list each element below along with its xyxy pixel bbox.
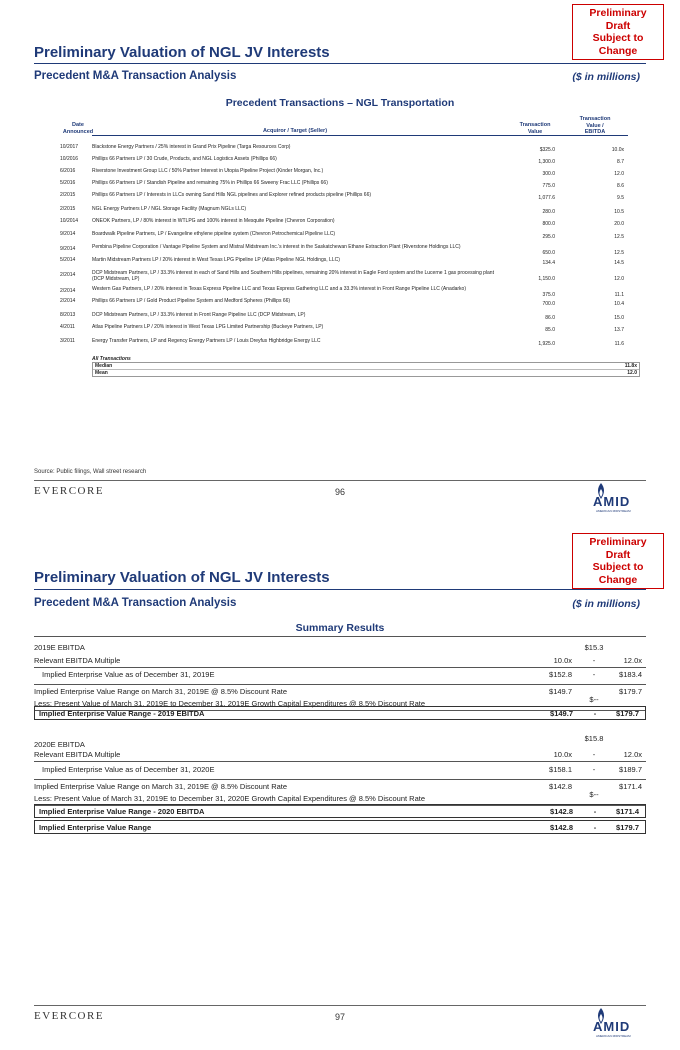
tx-date: 6/2016: [60, 168, 76, 174]
tx-party: DCP Midstream Partners, LP / 33.3% interest in Front Range Pipeline LLC (DCP Midstream, LP): [92, 312, 306, 318]
tx-party: Blackstone Energy Partners / 25% interest in Grand Prix Pipeline (Targa Resources Corp): [92, 144, 291, 150]
tx-multiple: 10.5: [614, 209, 624, 215]
header-date: Date Announced: [62, 122, 94, 135]
title-rule: [34, 589, 646, 590]
tx-value: 85.0: [545, 327, 555, 333]
footer-rule: [34, 1005, 646, 1006]
tx-party: Western Gas Partners, LP / 20% interest in Texas Express Pipeline LLC and Texas Express Gathering LLC and a 33.3% interest in Front Range Pipeline LLC (Anadarko): [92, 286, 466, 292]
tx-multiple: 11.1: [614, 292, 624, 298]
tx-date: 2/2014: [60, 272, 76, 278]
summary-stats: [92, 362, 640, 377]
tx-multiple: 20.0: [614, 221, 624, 227]
multiple-2019-row: Relevant EBITDA Multiple 10.0x - 12.0x: [34, 654, 646, 668]
transaction-row: [60, 218, 640, 232]
tx-party: Energy Transfer Partners, LP and Regency Energy Partners LP / Louis Dreyfus Highbridge Energy LLC: [92, 338, 321, 344]
transaction-row: [60, 324, 640, 338]
page-subtitle: Precedent M&A Transaction Analysis: [34, 597, 237, 609]
tx-party: Phillips 66 Partners LP / Interests in LLCs owning Sand Hills NGL pipelines and Explorer refined products pipeline (Phillips 66): [92, 192, 372, 198]
page-97: [0, 525, 680, 1050]
header-multiple: Transaction Value / EBITDA: [579, 116, 611, 135]
tx-date: 10/2017: [60, 144, 79, 150]
units-label: ($ in millions): [572, 598, 640, 610]
tx-multiple: 10.0x: [611, 147, 624, 153]
tx-value: 1,077.6: [538, 195, 555, 201]
tx-multiple: 14.5: [614, 260, 624, 266]
range-2019-row: Implied Enterprise Value Range on March 31, 2019E @ 8.5% Discount Rate $149.7 $179.7: [34, 687, 642, 696]
total-2019-row: Implied Enterprise Value Range - 2019 EBITDA $149.7 - $179.7: [34, 706, 646, 720]
tx-value: 800.0: [542, 221, 555, 227]
tx-date: 9/2014: [60, 231, 76, 237]
header-party: Acquiror / Target (Seller): [262, 128, 328, 134]
section-title: Precedent Transactions – NGL Transportation: [225, 97, 455, 109]
tx-date: 9/2014: [60, 246, 76, 252]
range-2020-row: Implied Enterprise Value Range on March 31, 2019E @ 8.5% Discount Rate $142.8 $171.4: [34, 782, 642, 791]
amid-text: AMID: [593, 494, 631, 509]
tx-party: Phillips 66 Partners LP / 30 Crude, Products, and NGL Logistics Assets (Phillips 66): [92, 156, 277, 162]
total-2020-row: Implied Enterprise Value Range - 2020 EBITDA $142.8 - $171.4: [34, 804, 646, 818]
header-value: Transaction Value: [519, 122, 551, 135]
tx-party: Atlas Pipeline Partners LP / 20% interest in West Texas LPG Limited Partnership (Buckeye Partners, LP): [92, 324, 324, 330]
amid-logo: [593, 1008, 653, 1038]
tx-multiple: 10.4: [614, 301, 624, 307]
page-title: Preliminary Valuation of NGL JV Interests: [34, 569, 330, 586]
tx-multiple: 12.5: [614, 250, 624, 256]
tx-party: Boardwalk Pipeline Partners, LP / Evangeline ethylene pipeline system (Chevron Petrochemical Pipeline LLC): [92, 231, 336, 237]
transaction-row: [60, 257, 640, 271]
tx-multiple: 12.5: [614, 234, 624, 240]
page-title: Preliminary Valuation of NGL JV Interests: [34, 44, 330, 61]
tx-date: 4/2011: [60, 324, 75, 330]
tx-date: 3/2011: [60, 338, 75, 344]
transaction-row: [60, 244, 640, 258]
less-2019-row: Less: Present Value of March 31, 2019E to December 31, 2019E Growth Capital Expenditures @ 8.5% Discount Rate $--: [34, 697, 646, 711]
amid-subtext: AMERICAN MIDSTREAM: [596, 509, 631, 513]
tx-party: Phillips 66 Partners LP / Standish Pipeline and remaining 75% in Phillips 66 Sweeny Frac LLC (Phillips 66): [92, 180, 328, 186]
tx-multiple: 9.5: [617, 195, 624, 201]
title-rule: [34, 63, 646, 64]
implied-2020-row: Implied Enterprise Value as of December 31, 2020E $158.1 - $189.7: [42, 765, 642, 774]
page-number: 96: [334, 487, 345, 497]
units-label: ($ in millions): [572, 71, 640, 83]
tx-party: Riverstone Investment Group LLC / 50% Partner Interest in Utopia Pipeline Project (Kinder Morgan, Inc.): [92, 168, 324, 174]
page-number: 97: [334, 1012, 345, 1022]
tx-party: NGL Energy Partners LP / NGL Storage Facility (Magnum NGLs LLC): [92, 206, 247, 212]
tx-date: 2/2015: [60, 206, 76, 212]
tx-multiple: 12.0: [614, 276, 624, 282]
page-subtitle: Precedent M&A Transaction Analysis: [34, 70, 237, 82]
tx-value: 86.0: [545, 315, 555, 321]
transaction-row: [60, 231, 640, 245]
transaction-row: [60, 270, 640, 284]
tx-party: Pembina Pipeline Corporation / Vantage Pipeline System and Mistral Midstream Inc.'s interest in the Saskatchewan Ethane Extraction Plant (Riverstone Holdings LLC): [92, 244, 461, 250]
tx-date: 2/2014: [60, 288, 76, 294]
tx-value: 375.0: [542, 292, 555, 298]
tx-date: 5/2014: [60, 257, 76, 263]
tx-date: 10/2016: [60, 156, 79, 162]
mean-row: Mean 12.0: [95, 369, 637, 376]
amid-logo: [593, 483, 653, 513]
tx-value: 1,300.0: [538, 159, 555, 165]
tx-party: Phillips 66 Partners LP / Gold Product Pipeline System and Medford Spheres (Phillips 66): [92, 298, 291, 304]
header-rule: [92, 135, 628, 136]
section-title: Summary Results: [295, 622, 385, 634]
amid-subtext: AMERICAN MIDSTREAM: [596, 1034, 631, 1038]
ebitda-2019-row: 2019E EBITDA $15.3: [34, 643, 604, 652]
tx-value: 280.0: [542, 209, 555, 215]
tx-value: 134.4: [542, 260, 555, 266]
draft-badge: Preliminary Draft Subject to Change: [572, 4, 664, 60]
draft-badge: Preliminary Draft Subject to Change: [572, 533, 664, 589]
tx-value: 700.0: [542, 301, 555, 307]
tx-multiple: 12.0: [614, 171, 624, 177]
ebitda-2020-row: 2020E EBITDA $15.8: [34, 734, 604, 749]
tx-multiple: 13.7: [614, 327, 624, 333]
tx-party: DCP Midstream Partners, LP / 33.3% interest in each of Sand Hills and Southern Hills pipelines, remaining 20% interest in Eagle Ford system and the Lucerne 1 gas processing plant (DCP Midstream, LP): [92, 270, 494, 282]
footer-rule: [34, 480, 646, 481]
multiple-2020-row: Relevant EBITDA Multiple 10.0x - 12.0x: [34, 748, 646, 762]
source-note: Source: Public filings, Wall street research: [34, 469, 147, 475]
tx-multiple: 11.6: [614, 341, 624, 347]
tx-date: 2/2014: [60, 298, 76, 304]
tx-date: 2/2015: [60, 192, 76, 198]
tx-value: 295.0: [542, 234, 555, 240]
tx-date: 10/2014: [60, 218, 79, 224]
section-rule: [34, 636, 646, 637]
all-transactions-label: All Transactions: [92, 356, 131, 362]
tx-value: 300.0: [542, 171, 555, 177]
amid-text: AMID: [593, 1019, 631, 1034]
evercore-logo: EVERCORE: [34, 1010, 105, 1022]
tx-value: 650.0: [542, 250, 555, 256]
evercore-logo: EVERCORE: [34, 485, 105, 497]
tx-multiple: 15.0: [614, 315, 624, 321]
median-row: Median 11.8x: [95, 363, 637, 369]
final-range-row: Implied Enterprise Value Range $142.8 - $179.7: [34, 820, 646, 834]
tx-value: 775.0: [542, 183, 555, 189]
tx-value: 1,925.0: [538, 341, 555, 347]
tx-date: 8/2013: [60, 312, 76, 318]
tx-value: $325.0: [539, 147, 555, 153]
transaction-row: [60, 338, 640, 352]
tx-party: Martin Midstream Partners LP / 20% interest in West Texas LPG Pipeline LP (Atlas Pipeline NGL Holdings, LLC): [92, 257, 340, 263]
tx-value: 1,150.0: [538, 276, 555, 282]
tx-date: 5/2016: [60, 180, 76, 186]
implied-2019-row: Implied Enterprise Value as of December 31, 2019E $152.8 - $183.4: [42, 670, 642, 679]
transaction-row: [60, 298, 640, 312]
tx-multiple: 8.6: [617, 183, 624, 189]
tx-party: ONEOK Partners, LP / 80% interest in WTLPG and 100% interest in Mesquite Pipeline (Chevron Corporation): [92, 218, 335, 224]
less-2020-row: Less: Present Value of March 31, 2019E to December 31, 2020E Growth Capital Expenditures @ 8.5% Discount Rate $--: [34, 792, 646, 806]
tx-multiple: 8.7: [617, 159, 624, 165]
transaction-row: [60, 192, 640, 206]
